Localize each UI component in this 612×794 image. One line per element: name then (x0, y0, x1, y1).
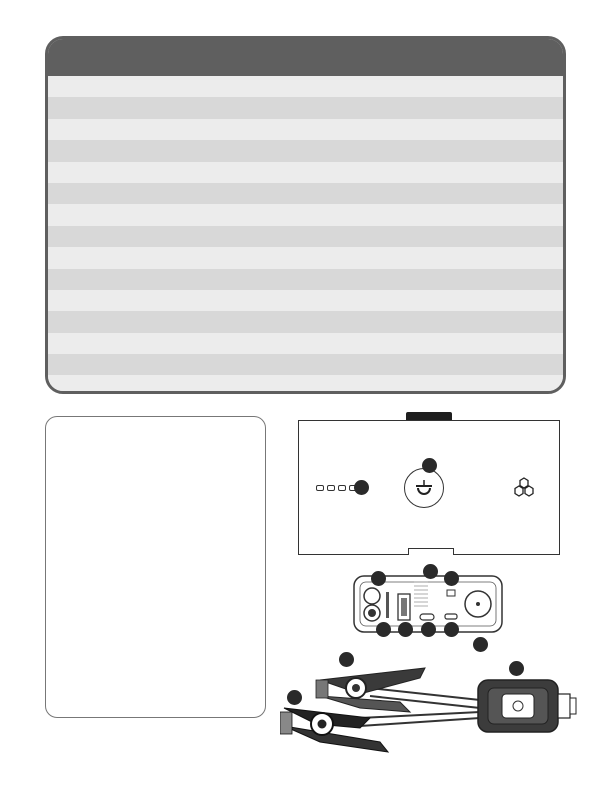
power-icon (413, 477, 435, 499)
table-row (48, 162, 563, 183)
callout-marker (376, 622, 391, 637)
table-row (48, 354, 563, 375)
table-row (48, 311, 563, 332)
black-clamp (280, 708, 388, 752)
table-row (48, 119, 563, 140)
clamp-socket (364, 588, 380, 604)
table-row (48, 247, 563, 268)
usb-c-port (420, 614, 434, 620)
callout-marker (423, 564, 438, 579)
panel-bottom-tab (408, 548, 454, 555)
power-button (404, 468, 444, 508)
spec-table-header (48, 39, 563, 76)
callout-marker (444, 571, 459, 586)
battery-led-indicators (316, 485, 357, 491)
flashlight-icon (512, 476, 536, 500)
callout-marker (371, 571, 386, 586)
callout-marker (287, 690, 302, 705)
red-clamp (316, 668, 425, 712)
table-row (48, 269, 563, 290)
micro-usb-port (445, 614, 457, 619)
spec-table-rows (48, 76, 563, 394)
table-row (48, 76, 563, 97)
table-row (48, 375, 563, 394)
callout-marker (354, 480, 369, 495)
led-indicator (316, 485, 324, 491)
table-row (48, 333, 563, 354)
table-row (48, 97, 563, 118)
mode-switch (447, 590, 455, 596)
spec-table (45, 36, 566, 394)
led-indicator (338, 485, 346, 491)
table-row (48, 204, 563, 225)
callout-marker (473, 637, 488, 652)
table-row (48, 140, 563, 161)
callout-marker (339, 652, 354, 667)
table-row (48, 290, 563, 311)
callout-marker (421, 622, 436, 637)
table-row (48, 226, 563, 247)
table-row (48, 183, 563, 204)
callout-marker (509, 661, 524, 676)
notes-box (45, 416, 266, 718)
callout-marker (422, 458, 437, 473)
jumper-clamps-cable (280, 660, 580, 770)
callout-marker (398, 622, 413, 637)
led-indicator (327, 485, 335, 491)
callout-marker (444, 622, 459, 637)
smart-cable-box (478, 680, 576, 732)
